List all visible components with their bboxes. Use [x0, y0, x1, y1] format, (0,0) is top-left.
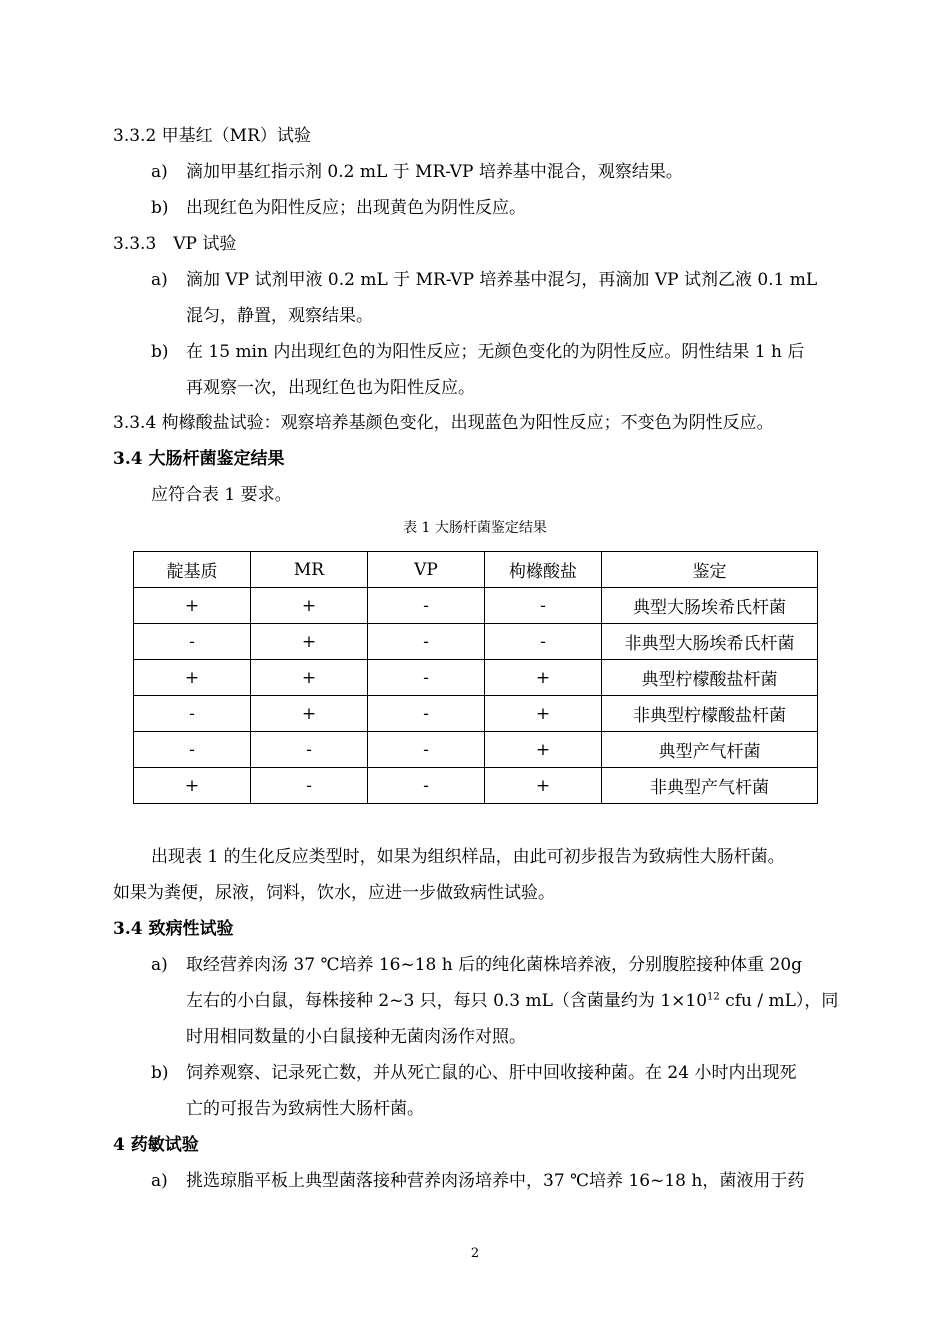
table-header-row: [134, 552, 818, 588]
table-row: [134, 696, 818, 732]
patho-item-a-line2: [186, 989, 838, 1013]
table-cell: +: [485, 660, 602, 696]
table-row: [134, 624, 818, 660]
patho-item-a-line3: 时用相同数量的小白鼠接种无菌肉汤作对照。: [186, 1027, 526, 1047]
exponent: 12: [707, 991, 720, 1003]
vp-item-a-line1: 滴加 VP 试剂甲液 0.2 mL 于 MR-VP 培养基中混匀，再滴加 VP 试剂乙液 0.1 mL: [186, 270, 818, 290]
table-cell: +: [251, 624, 368, 660]
list-label: a): [151, 162, 168, 182]
table-cell: -: [368, 624, 485, 660]
table-cell: +: [134, 588, 251, 624]
table-header-cell: VP: [368, 552, 485, 588]
table-row: [134, 660, 818, 696]
page-number: 2: [470, 1246, 480, 1261]
mr-item-a: 滴加甲基红指示剂 0.2 mL 于 MR-VP 培养基中混合，观察结果。: [186, 162, 683, 182]
identification-table: [133, 551, 818, 804]
table-cell: -: [134, 624, 251, 660]
patho-item-a-line1: 取经营养肉汤 37 ℃培养 16~18 h 后的纯化菌株培养液，分别腹腔接种体重 20g: [186, 955, 803, 975]
vp-item-b-line2: 再观察一次，出现红色也为阳性反应。: [186, 378, 475, 398]
table-cell: +: [485, 732, 602, 768]
table-row: [134, 768, 818, 804]
table-header-cell: 靛基质: [134, 552, 251, 588]
mr-item-b: 出现红色为阳性反应；出现黄色为阴性反应。: [186, 198, 526, 218]
citrate-test: 3.3.4 枸橼酸盐试验：观察培养基颜色变化，出现蓝色为阳性反应；不变色为阴性反应。: [113, 413, 774, 433]
list-label: b): [151, 1063, 169, 1083]
table-cell: -: [368, 660, 485, 696]
ident-text: 应符合表 1 要求。: [151, 485, 292, 505]
table-header-cell: 枸橼酸盐: [485, 552, 602, 588]
table-cell: 非典型大肠埃希氏杆菌: [602, 624, 818, 660]
vp-heading: 3.3.3 VP 试验: [113, 234, 237, 254]
drug-item-a-line1: 挑选琼脂平板上典型菌落接种营养肉汤培养中，37 ℃培养 16~18 h，菌液用于药: [186, 1171, 805, 1191]
list-label: a): [151, 270, 168, 290]
drug-heading: 4 药敏试验: [113, 1135, 199, 1155]
table-cell: +: [134, 660, 251, 696]
table-cell: +: [485, 768, 602, 804]
table-cell: -: [485, 624, 602, 660]
table-cell: -: [251, 732, 368, 768]
table-header-cell: MR: [251, 552, 368, 588]
list-label: a): [151, 1171, 168, 1191]
patho-heading: 3.4 致病性试验: [113, 919, 234, 939]
patho-item-b-line1: 饲养观察、记录死亡数，并从死亡鼠的心、肝中回收接种菌。在 24 小时内出现死: [186, 1063, 797, 1083]
table-cell: 典型大肠埃希氏杆菌: [602, 588, 818, 624]
table-cell: -: [368, 696, 485, 732]
table-cell: +: [251, 588, 368, 624]
patho-item-b-line2: 亡的可报告为致病性大肠杆菌。: [186, 1099, 424, 1119]
table-cell: -: [368, 588, 485, 624]
table-cell: 典型柠檬酸盐杆菌: [602, 660, 818, 696]
ident-heading: 3.4 大肠杆菌鉴定结果: [113, 449, 285, 469]
mr-heading: 3.3.2 甲基红（MR）试验: [113, 126, 311, 146]
table-cell: -: [251, 768, 368, 804]
patho-a2-unit: cfu / mL），同: [719, 991, 839, 1011]
table-cell: -: [134, 732, 251, 768]
after-table-line2: 如果为粪便，尿液，饲料，饮水，应进一步做致病性试验。: [113, 883, 555, 903]
table-cell: 非典型产气杆菌: [602, 768, 818, 804]
table-cell: +: [485, 696, 602, 732]
patho-a2-text: 左右的小白鼠，每株接种 2~3 只，每只 0.3 mL（含菌量约为 1×10: [186, 991, 708, 1011]
vp-item-b-line1: 在 15 min 内出现红色的为阳性反应；无颜色变化的为阴性反应。阴性结果 1 h 后: [186, 342, 805, 362]
list-label: b): [151, 342, 169, 362]
table-cell: -: [485, 588, 602, 624]
after-table-line1: 出现表 1 的生化反应类型时，如果为组织样品，由此可初步报告为致病性大肠杆菌。: [151, 847, 785, 867]
table-cell: -: [134, 696, 251, 732]
table-cell: +: [251, 696, 368, 732]
table-header-cell: 鉴定: [602, 552, 818, 588]
table-cell: -: [368, 768, 485, 804]
table-row: [134, 588, 818, 624]
table-cell: +: [251, 660, 368, 696]
list-label: b): [151, 198, 169, 218]
table-cell: +: [134, 768, 251, 804]
list-label: a): [151, 955, 168, 975]
table-row: [134, 732, 818, 768]
table-cell: -: [368, 732, 485, 768]
table-caption: 表 1 大肠杆菌鉴定结果: [403, 520, 547, 536]
vp-item-a-line2: 混匀，静置，观察结果。: [186, 306, 373, 326]
table-cell: 非典型柠檬酸盐杆菌: [602, 696, 818, 732]
table-cell: 典型产气杆菌: [602, 732, 818, 768]
